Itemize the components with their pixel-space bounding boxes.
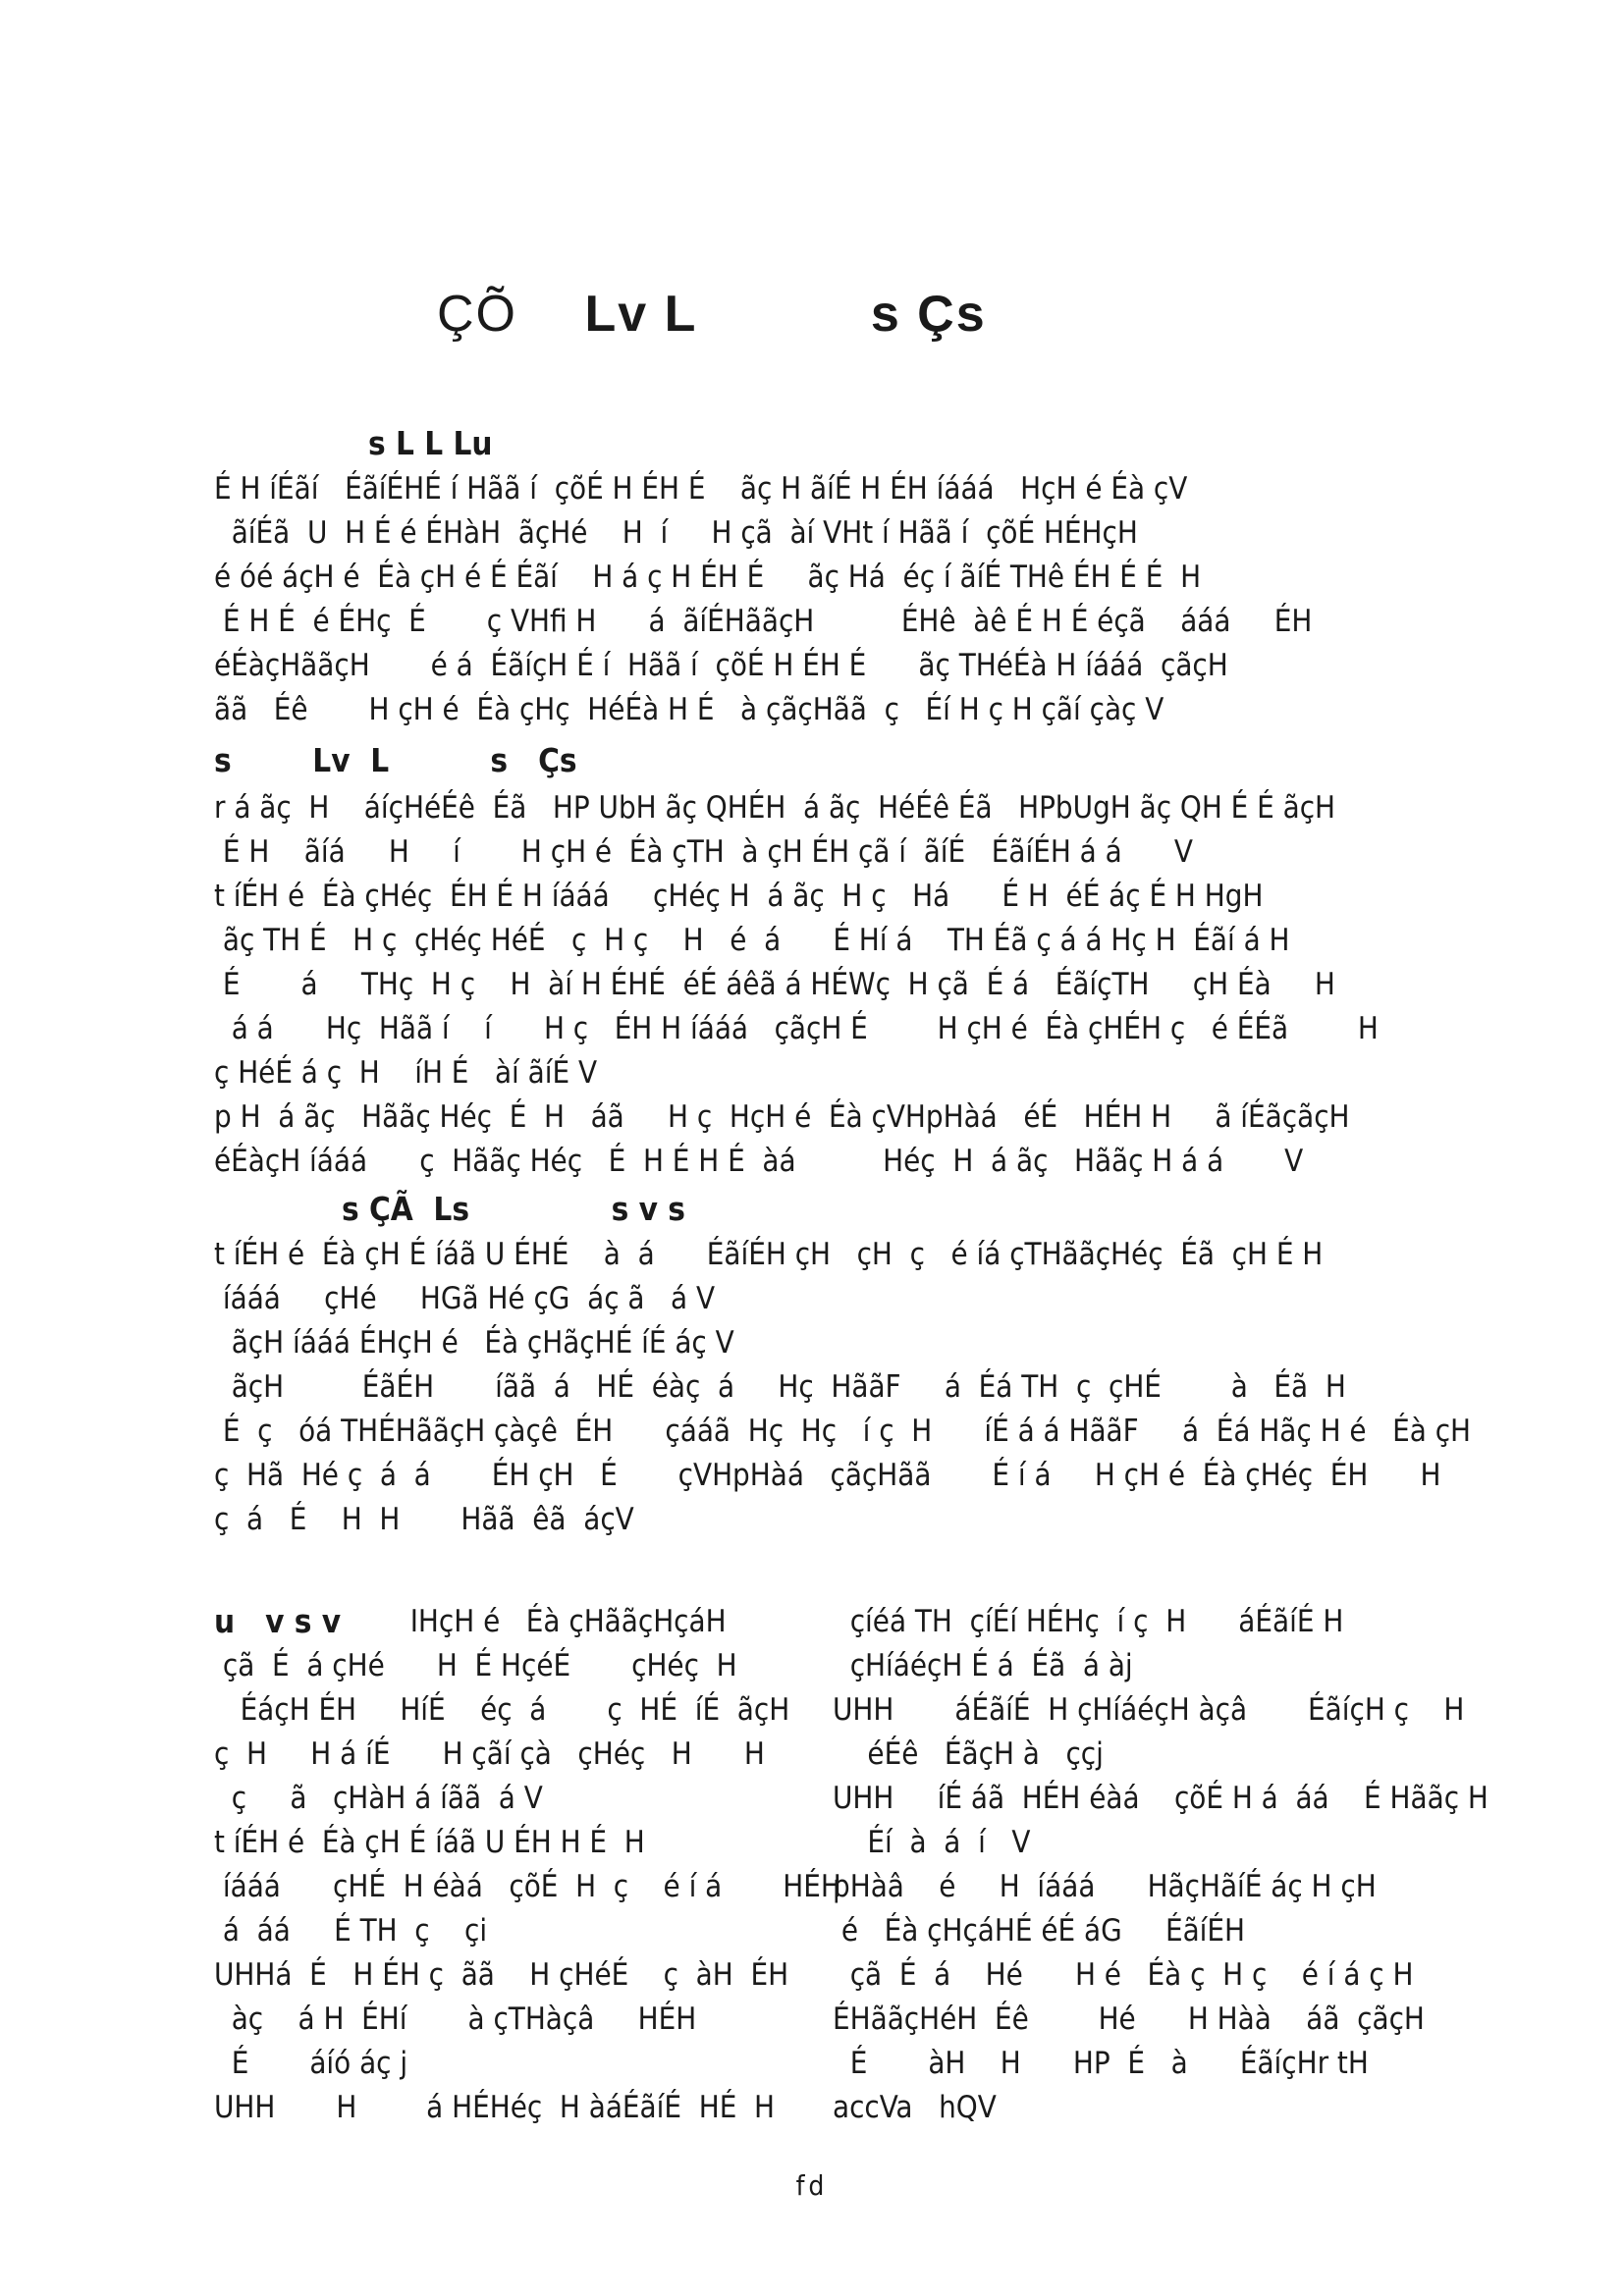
text-line: çã É á çHé H É HçéÉ çHéç H	[214, 1648, 737, 1683]
text-line: ç ã çHàH á íãã á V	[214, 1781, 543, 1816]
text-line: r á ãç H áíçHéÉê Éã HP UbH ãç QHÉH á ãç HéÉê Éã HPbUgH ãç QH É É ãçH	[214, 790, 1336, 826]
text-line: çíéá TH çíÉí HÉHç í ç H áÉãíÉ H	[833, 1604, 1344, 1639]
text-line: Éí à á í V	[833, 1825, 1031, 1860]
text-line: ÉHããçHéH Éê Hé H Hàà áã çãçH	[833, 2002, 1425, 2037]
text-line: á áá É TH ç çi	[214, 1913, 488, 1949]
text-line: ãíÉã U H É é ÉHàH ãçHé H í H çã àí VHt í Hãã í çõÉ HÉHçH	[214, 515, 1138, 551]
text-line: ç HéÉ á ç H íH É àí ãíÉ V	[214, 1055, 598, 1091]
text-line: éÉàçHããçH é á ÉãíçH É í Hãã í çõÉ H ÉH É ãç THéÉà H íááá çãçH	[214, 648, 1228, 683]
text-line: é óé áçH é Éà çH é É Éãí H á ç H ÉH É ãç Há éç í ãíÉ THê ÉH É É H	[214, 560, 1202, 595]
page-number: fd	[795, 2169, 829, 2202]
text-line: ãã Éê H çH é Éà çHç HéÉà H É à çãçHãã ç Éí H ç H çãí çàç V	[214, 692, 1164, 727]
column-lead: u v s v	[214, 1602, 342, 1640]
text-line: t íÉH é Éà çHéç ÉH É H íááá çHéç H á ãç H ç Há É H éÉ áç É H HgH	[214, 879, 1264, 914]
text-line: UHH áÉãíÉ H çHíáéçH àçâ ÉãíçH ç H	[833, 1692, 1465, 1728]
text-line: éÉê ÉãçH à ççj	[833, 1736, 1104, 1772]
title-part-2: Lv L	[584, 286, 698, 343]
text-line: É áíó áç j	[214, 2046, 408, 2081]
text-line: é Éà çHçáHÉ éÉ áG ÉãíÉH	[833, 1913, 1246, 1949]
text-line: t íÉH é Éà çH É íáã U ÉH H É H	[214, 1825, 645, 1860]
text-line: É á THç H ç H àí H ÉHÉ éÉ áêã á HÉWç H çã É á ÉãíçTH çH Éà H	[214, 967, 1335, 1002]
text-line: ãçH ÉãÉH íãã á HÉ éàç á Hç HããF á Éá TH ç çHÉ à Éã H	[214, 1369, 1346, 1405]
text-line: UHH H á HÉHéç H àáÉãíÉ HÉ H	[214, 2090, 776, 2125]
text-line: UHHá É H ÉH ç ãã H çHéÉ ç àH ÉH	[214, 1957, 789, 1993]
title-part-3: s Çs	[870, 286, 987, 343]
text-line: àç á H ÉHí à çTHàçâ HÉH	[214, 2002, 697, 2037]
text-line: pHàâ é H íááá HãçHãíÉ áç H çH	[833, 1869, 1377, 1904]
text-line: É àH H HP É à ÉãíçHr tH	[833, 2046, 1369, 2081]
text-line: á á Hç Hãã í í H ç ÉH H íááá çãçH É H çH é Éà çHÉH ç é ÉÉã H	[214, 1011, 1379, 1046]
text-line: éÉàçH íááá ç Hããç Héç É H É H É àá Héç H á ãç Hããç H á á V	[214, 1144, 1304, 1179]
text-line: ÉáçH ÉH HíÉ éç á ç HÉ íÉ ãçH	[214, 1692, 790, 1728]
text-line: íááá çHÉ H éàá çõÉ H ç é í á HÉH	[214, 1869, 841, 1904]
text-line: ãçH íááá ÉHçH é Éà çHãçHÉ íÉ áç V	[214, 1325, 734, 1361]
text-line: ç H H á íÉ H çãí çà çHéç H H	[214, 1736, 765, 1772]
section-heading-2: s Lv L s Çs	[214, 741, 577, 779]
text-line: p H á ãç Hããç Héç É H áã H ç HçH é Éà çVHpHàá éÉ HÉH H ã íÉãçãçH	[214, 1099, 1350, 1135]
text-line: íááá çHé HGã Hé çG áç ã á V	[214, 1281, 716, 1316]
text-line: É H ãíá H í H çH é Éà çTH à çH ÉH çã í ãíÉ ÉãíÉH á á V	[214, 834, 1193, 870]
text-line: t íÉH é Éà çH É íáã U ÉHÉ à á ÉãíÉH çH çH ç é íá çTHããçHéç Éã çH É H	[214, 1237, 1324, 1272]
text-line: çHíáéçH É á Éã á àj	[833, 1648, 1133, 1683]
text-line: çã É á Hé H é Éà ç H ç é í á ç H	[833, 1957, 1414, 1993]
text-line: É ç óá THÉHããçH çàçê ÉH çááã Hç Hç í ç H íÉ á á HããF á Éá Hãç H é Éà çH	[214, 1414, 1472, 1449]
section-heading-1: s L L Lu	[368, 424, 493, 462]
text-line: ç á É H H Hãã êã áçV	[214, 1502, 634, 1537]
text-line: É H É é ÉHç É ç VHfi H á ãíÉHããçH ÉHê àê É H É éçã ááá ÉH	[214, 604, 1313, 639]
text-line: IHçH é Éà çHããçHçáH	[393, 1604, 727, 1639]
page-title	[437, 285, 987, 344]
section-heading-3: s ÇÃ Ls s v s	[342, 1190, 685, 1228]
text-line: ãç TH É H ç çHéç HéÉ ç H ç H é á É Hí á TH Éã ç á á Hç H Éãí á H	[214, 923, 1290, 958]
text-line: UHH íÉ áã HÉH éàá çõÉ H á áá É Hããç H	[833, 1781, 1489, 1816]
text-line: ç Hã Hé ç á á ÉH çH É çVHpHàá çãçHãã É í á H çH é Éà çHéç ÉH H	[214, 1458, 1441, 1493]
text-line: accVa hQV	[833, 2090, 997, 2125]
title-part-1: ÇÕ	[437, 286, 517, 343]
text-line: É H íÉãí ÉãíÉHÉ í Hãã í çõÉ H ÉH É ãç H ãíÉ H ÉH íááá HçH é Éà çV	[214, 471, 1188, 507]
